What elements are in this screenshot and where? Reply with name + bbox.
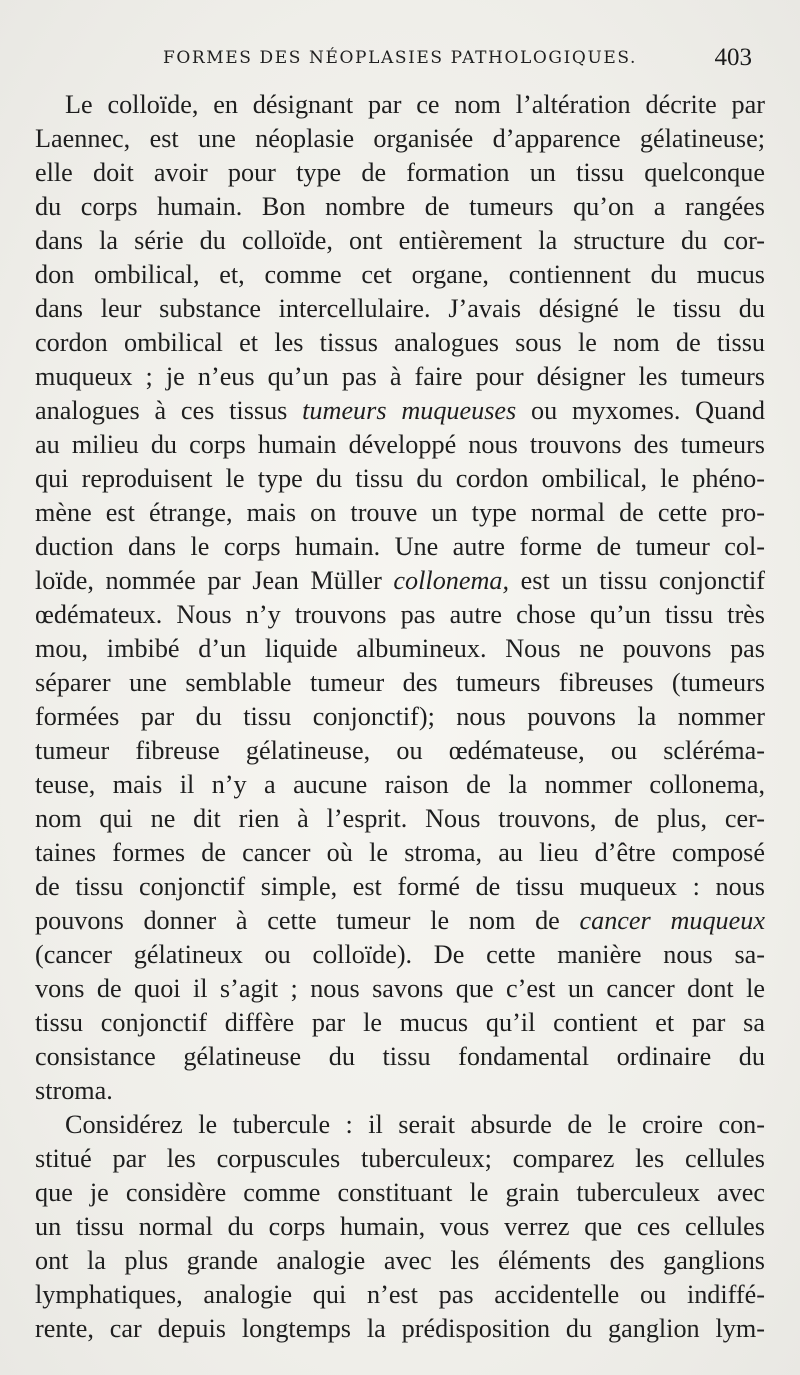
text-line: tissu conjonctif diffère par le mucus qu’il contient et par sa [35,1008,765,1037]
text-line: rente, car depuis longtemps la prédisposition du ganglion lym- [35,1314,765,1343]
italic-term: tumeurs muqueuses [302,396,517,425]
text-line: Le colloïde, en désignant par ce nom l’altération décrite par [65,90,765,119]
text-line [35,564,765,598]
text-line: du corps humain. Bon nombre de tumeurs qu’on a rangées [35,192,765,221]
running-title: FORMES DES NÉOPLASIES PATHOLOGIQUES. [162,48,638,68]
text-line: un tissu normal du corps humain, vous verrez que ces cellules [35,1212,765,1241]
text-line: don ombilical, et, comme cet organe, contiennent du mucus [35,260,765,289]
text-line: dans leur substance intercellulaire. J’avais désigné le tissu du [35,294,765,323]
text-line: tumeur fibreuse gélatineuse, ou œdémateuse, ou scléréma- [35,736,765,765]
text-run: analogues à ces tissus [35,396,303,425]
text-line: Laennec, est une néoplasie organisée d’apparence gélatineuse; [35,124,765,153]
text-run: loïde, nommée par Jean Müller [35,566,394,595]
text-line: teuse, mais il n’y a aucune raison de la nommer collonema, [35,770,765,799]
text-line: mou, imbibé d’un liquide albumineux. Nous ne pouvons pas [35,634,765,663]
text-run: ou myxomes. Quand [516,396,766,425]
italic-term: cancer muqueux [579,906,765,935]
text-line: consistance gélatineuse du tissu fondamental ordinaire du [35,1042,765,1071]
text-line: vons de quoi il s’agit ; nous savons que c’est un cancer dont le [35,974,765,1003]
text-line: œdémateux. Nous n’y trouvons pas autre chose qu’un tissu très [35,600,765,629]
text-run: pouvons donner à cette tumeur le nom de [35,906,580,935]
text-line: séparer une semblable tumeur des tumeurs fibreuses (tumeurs [35,668,765,697]
text-line: taines formes de cancer où le stroma, au lieu d’être composé [35,838,765,867]
text-line: stitué par les corpuscules tuberculeux; comparez les cellules [35,1144,765,1173]
text-line: duction dans le corps humain. Une autre forme de tumeur col- [35,532,765,561]
body-text [35,88,765,1363]
text-line: formées par du tissu conjonctif); nous pouvons la nommer [35,702,765,731]
text-line: mène est étrange, mais on trouve un type normal de cette pro- [35,498,765,527]
text-line: qui reproduisent le type du tissu du cordon ombilical, le phéno- [35,464,765,493]
text-line: cordon ombilical et les tissus analogues sous le nom de tissu [35,328,765,357]
page-header [40,44,760,82]
italic-term: collonema, [393,566,510,595]
text-line: lymphatiques, analogie qui n’est pas accidentelle ou indiffé- [35,1280,765,1309]
text-line: de tissu conjonctif simple, est formé de tissu muqueux : nous [35,872,765,901]
text-line: que je considère comme constituant le grain tuberculeux avec [35,1178,765,1207]
text-line: dans la série du colloïde, ont entièrement la structure du cor- [35,226,765,255]
text-line: ont la plus grande analogie avec les éléments des ganglions [35,1246,765,1275]
text-line: nom qui ne dit rien à l’esprit. Nous trouvons, de plus, cer- [35,804,765,833]
text-line: muqueux ; je n’eus qu’un pas à faire pour désigner les tumeurs [35,362,765,391]
text-line [35,394,765,428]
page-number: 403 [714,44,752,71]
text-run: est un tissu conjonctif [509,566,766,595]
text-line: (cancer gélatineux ou colloïde). De cette manière nous sa- [35,940,765,969]
text-line: au milieu du corps humain développé nous trouvons des tumeurs [35,430,765,459]
text-line: stroma. [35,1076,113,1105]
text-line [35,904,765,938]
text-line: Considérez le tubercule : il serait absurde de le croire con- [65,1110,765,1139]
text-line: elle doit avoir pour type de formation un tissu quelconque [35,158,765,187]
